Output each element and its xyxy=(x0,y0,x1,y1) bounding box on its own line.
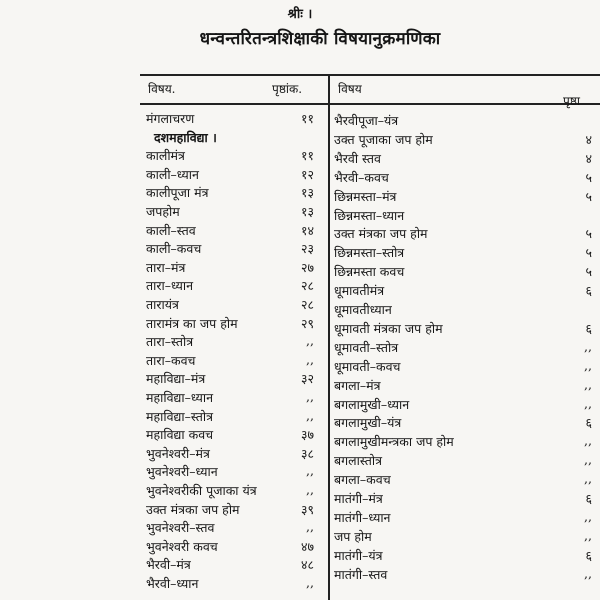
entry-page-number: ११ xyxy=(300,148,314,164)
entry-title: महाविद्या–ध्यान xyxy=(146,390,214,405)
left-index-entry xyxy=(146,408,314,426)
entry-title: भुवनेश्वरी कवच xyxy=(146,538,218,554)
entry-title: धूमावती मंत्रका जप होम xyxy=(334,320,443,336)
left-index-entry xyxy=(146,445,314,463)
left-index-entry xyxy=(146,110,314,128)
entry-title: धूमावती–स्तोत्र xyxy=(334,339,399,355)
left-index-entry xyxy=(146,519,314,537)
entry-title: धूमावती–कवच xyxy=(334,358,401,374)
right-index-entry xyxy=(334,509,592,527)
left-index-entry xyxy=(146,370,314,388)
entry-page-number: ,, xyxy=(306,407,314,423)
entry-page-number: ६ xyxy=(585,491,592,506)
entry-page-number: २३ xyxy=(300,241,314,257)
entry-title: तारायंत्र xyxy=(146,297,179,312)
right-index-entry xyxy=(334,207,592,225)
entry-title: भैरवी–ध्यान xyxy=(146,576,199,591)
entry-title: बगलामुखी–यंत्र xyxy=(334,415,402,431)
entry-page-number: ,, xyxy=(306,575,314,590)
entry-title: महाविद्या कवच xyxy=(146,427,214,443)
entry-title: भुवनेश्वरी–स्तव xyxy=(146,520,215,536)
right-index-entry xyxy=(334,282,592,300)
entry-page-number: ३९ xyxy=(300,501,314,517)
entry-page-number: ,, xyxy=(306,519,314,535)
left-index-entry xyxy=(146,352,314,370)
right-index-entry xyxy=(334,112,592,130)
entry-title: काली–स्तव xyxy=(146,222,196,238)
entry-title: बगला–कवच xyxy=(334,472,391,488)
left-index-entry xyxy=(146,259,314,277)
left-index-entry xyxy=(146,147,314,165)
entry-page-number: ५ xyxy=(585,264,592,280)
entry-page-number: ६ xyxy=(585,320,592,336)
left-index-entry xyxy=(146,222,314,240)
entry-title: तारामंत्र का जप होम xyxy=(146,315,238,331)
entry-title: छिन्नमस्ता–ध्यान xyxy=(334,207,405,223)
entry-page-number: १२ xyxy=(300,166,314,182)
entry-title: भैरवी–कवच xyxy=(334,169,389,185)
entry-page-number: ६ xyxy=(585,415,592,431)
entry-page-number: ४ xyxy=(585,131,592,147)
entry-title: जप होम xyxy=(334,528,372,544)
entry-title: बगला–मंत्र xyxy=(334,377,381,393)
entry-title: काली–ध्यान xyxy=(146,166,199,182)
entry-title: भैरवी स्तव xyxy=(334,150,381,166)
right-page-header: पृष्ठा xyxy=(563,94,580,108)
entry-title: बगलास्तोत्र xyxy=(334,453,383,469)
entry-page-number: ,, xyxy=(584,565,592,581)
entry-title: धूमावतीमंत्र xyxy=(334,283,385,299)
entry-page-number: ५ xyxy=(585,188,592,204)
entry-page-number: ११ xyxy=(300,111,314,126)
entry-title: तारा–कवच xyxy=(146,352,196,368)
entry-title: दशमहाविद्या । xyxy=(154,129,217,145)
entry-page-number: २८ xyxy=(300,278,314,294)
entry-page-number: ,, xyxy=(584,433,592,449)
right-index-entry xyxy=(334,339,592,357)
column-divider xyxy=(328,74,330,600)
entry-title: बगलामुखी–ध्यान xyxy=(334,396,410,412)
entry-page-number: ,, xyxy=(306,482,314,497)
entry-page-number: ,, xyxy=(584,376,592,392)
right-index-entry xyxy=(334,358,592,376)
left-index-entry xyxy=(146,203,314,221)
left-index-entry xyxy=(146,538,314,556)
entry-title: उक्त मंत्रका जप होम xyxy=(334,226,428,242)
entry-title: भैरवी–मंत्र xyxy=(146,557,191,573)
entry-page-number: ,, xyxy=(306,463,314,479)
entry-title: भुवनेश्वरी–ध्यान xyxy=(146,464,218,480)
left-index-entry xyxy=(146,296,314,314)
right-index-entry xyxy=(334,225,592,243)
left-page-header: पृष्ठांक. xyxy=(272,82,303,96)
right-index-entry xyxy=(334,490,592,508)
entry-page-number: ,, xyxy=(584,452,592,468)
right-index-entry xyxy=(334,244,592,262)
header-top-rule xyxy=(140,74,600,76)
right-index-entry xyxy=(334,150,592,168)
entry-page-number: ४ xyxy=(585,150,592,166)
left-index-entry xyxy=(146,482,314,500)
entry-page-number: १३ xyxy=(300,185,314,201)
left-index-entry xyxy=(146,333,314,351)
entry-title: महाविद्या–स्तोत्र xyxy=(146,408,214,424)
entry-page-number: ,, xyxy=(306,333,314,349)
entry-title: भुवनेश्वरीकी पूजाका यंत्र xyxy=(146,483,257,498)
left-index-entry xyxy=(146,184,314,202)
entry-title: मातंगी–यंत्र xyxy=(334,547,383,563)
entry-page-number: ,, xyxy=(584,338,592,354)
entry-page-number: ,, xyxy=(584,471,592,487)
entry-page-number: २७ xyxy=(300,259,314,275)
entry-title: मातंगी–ध्यान xyxy=(334,509,391,525)
left-index-entry xyxy=(146,129,314,147)
entry-page-number: ,, xyxy=(306,389,314,404)
right-index-entry xyxy=(334,433,592,451)
entry-page-number: ,, xyxy=(584,508,592,524)
left-index-entry xyxy=(146,463,314,481)
right-index-entry xyxy=(334,301,592,319)
right-index-entry xyxy=(334,131,592,149)
left-index-entry xyxy=(146,166,314,184)
entry-page-number: ४८ xyxy=(300,557,314,573)
left-index-entry xyxy=(146,389,314,407)
entry-title: महाविद्या–मंत्र xyxy=(146,371,206,387)
left-index-entry xyxy=(146,556,314,574)
entry-title: काली–कवच xyxy=(146,241,202,257)
right-index-entry xyxy=(334,396,592,414)
left-index-entry xyxy=(146,315,314,333)
entry-title: तारा–ध्यान xyxy=(146,278,194,294)
left-subject-header: विषय. xyxy=(148,82,176,96)
header-bottom-rule xyxy=(140,103,600,105)
entry-title: कालीपूजा मंत्र xyxy=(146,185,209,201)
entry-title: छिन्नमस्ता–स्तोत्र xyxy=(334,245,405,261)
entry-page-number: ४७ xyxy=(300,538,314,554)
right-index-entry xyxy=(334,263,592,281)
entry-page-number: ३२ xyxy=(300,371,314,387)
entry-title: बगलामुखीमन्त्रका जप होम xyxy=(334,434,454,450)
entry-page-number: ५ xyxy=(585,245,592,261)
entry-page-number: ,, xyxy=(584,357,592,373)
entry-title: भुवनेश्वरी–मंत्र xyxy=(146,445,210,461)
entry-page-number: ३८ xyxy=(300,445,314,461)
left-index-entry xyxy=(146,277,314,295)
left-index-entry xyxy=(146,426,314,444)
entry-page-number: ५ xyxy=(585,169,592,185)
entry-title: मंगलाचरण xyxy=(146,111,195,126)
entry-page-number: ,, xyxy=(306,351,314,367)
left-index-entry xyxy=(146,240,314,258)
entry-title: तारा–स्तोत्र xyxy=(146,334,194,350)
right-subject-header: विषय xyxy=(338,82,362,96)
entry-title: जपहोम xyxy=(146,204,180,219)
entry-title: कालीमंत्र xyxy=(146,148,185,164)
right-index-entry xyxy=(334,452,592,470)
entry-title: छिन्नमस्ता कवच xyxy=(334,264,405,280)
right-index-entry xyxy=(334,414,592,432)
right-index-entry xyxy=(334,471,592,489)
entry-page-number: ,, xyxy=(584,395,592,411)
right-index-entry xyxy=(334,188,592,206)
right-index-entry xyxy=(334,528,592,546)
right-index-entry xyxy=(334,566,592,584)
entry-page-number: ,, xyxy=(584,527,592,543)
entry-page-number: २८ xyxy=(300,297,314,312)
entry-page-number: १३ xyxy=(300,204,314,219)
entry-title: धूमावतीध्यान xyxy=(334,302,392,317)
entry-page-number: २९ xyxy=(300,315,314,331)
right-index-entry xyxy=(334,169,592,187)
right-index-entry xyxy=(334,547,592,565)
entry-title: उक्त मंत्रका जप होम xyxy=(146,501,240,517)
right-index-entry xyxy=(334,377,592,395)
entry-page-number: ५ xyxy=(585,226,592,242)
entry-title: भैरवीपूजा–यंत्र xyxy=(334,113,399,128)
entry-page-number: ६ xyxy=(585,283,592,299)
entry-page-number: ३७ xyxy=(300,427,314,443)
entry-title: छिन्नमस्ता–मंत्र xyxy=(334,188,397,204)
entry-page-number: १४ xyxy=(300,222,314,238)
right-index-entry xyxy=(334,320,592,338)
entry-title: मातंगी–स्तव xyxy=(334,566,388,582)
entry-title: उक्त पूजाका जप होम xyxy=(334,131,433,147)
entry-title: तारा–मंत्र xyxy=(146,259,186,275)
entry-title: मातंगी–मंत्र xyxy=(334,491,383,506)
invocation-mark: श्रीः । xyxy=(287,7,313,22)
entry-page-number: ६ xyxy=(585,547,592,563)
page-title: धन्वन्तरितन्त्रशिक्षाकी विषयानुक्रमणिका xyxy=(199,29,441,49)
left-index-entry xyxy=(146,575,314,593)
left-index-entry xyxy=(146,501,314,519)
